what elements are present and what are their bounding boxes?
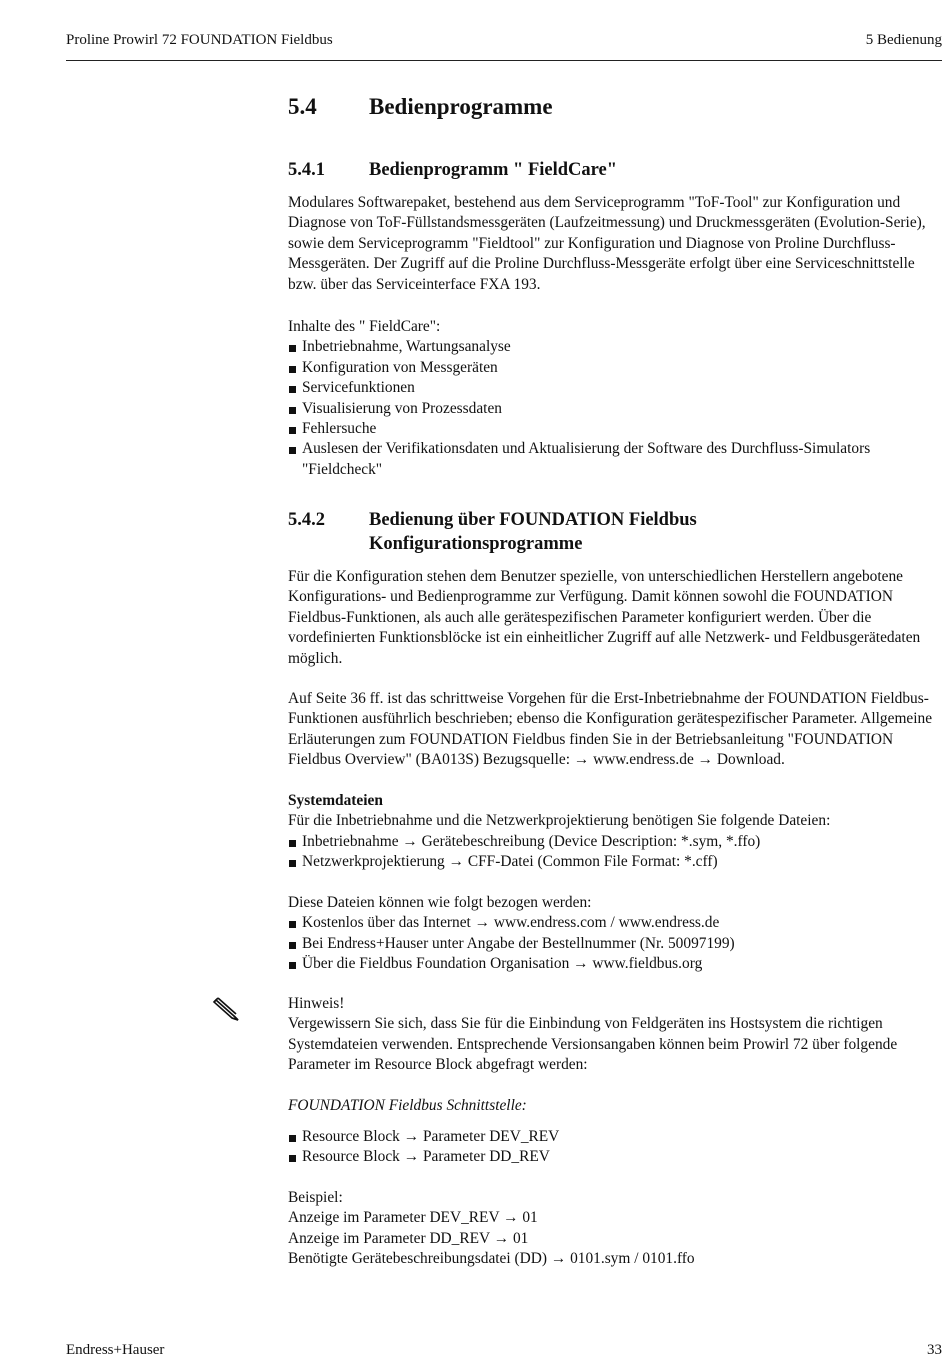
system-files-intro: Für die Inbetriebnahme und die Netzwerkprojektierung benötigen Sie folgende Dateien: <box>288 812 831 830</box>
file-sources-list <box>288 913 942 974</box>
list-item: Auslesen der Verifikationsdaten und Aktualisierung der Software des Durchfluss-Simulators "Fieldcheck" <box>288 439 942 480</box>
example-line: Anzeige im Parameter DEV_REV → 01 <box>288 1209 538 1227</box>
section-number: 5.4 <box>288 94 317 119</box>
note-block <box>288 994 942 1076</box>
section-title: Bedienprogramme <box>369 94 553 119</box>
header-chapter: 5 Bedienung <box>865 32 942 48</box>
list-item: Resource Block → Parameter DEV_REV <box>288 1127 942 1147</box>
note-text: Vergewissern Sie sich, dass Sie für die Einbindung von Feldgeräten ins Hostsystem die richtigen Systemdateien verwenden. Entsprechende Versionsangaben können beim Prowirl 72 über folgende Parameter im Resource Block abgefragt werden: <box>288 1015 898 1074</box>
system-files-list <box>288 832 942 873</box>
example-title: Beispiel: <box>288 1189 343 1206</box>
subsection-title-line-2: Konfigurationsprogramme <box>369 534 583 554</box>
footer-page-number: 33 <box>927 1342 942 1358</box>
list-item: Resource Block → Parameter DD_REV <box>288 1147 942 1167</box>
example-line: Benötigte Gerätebeschreibungsdatei (DD) → 0101.sym / 0101.ffo <box>288 1250 695 1268</box>
header-divider <box>66 60 942 61</box>
example-line: Anzeige im Parameter DD_REV → 01 <box>288 1229 529 1247</box>
interface-label: FOUNDATION Fieldbus Schnittstelle: <box>288 1097 527 1114</box>
footer-brand: Endress+Hauser <box>66 1342 165 1358</box>
list-item: Inbetriebnahme → Gerätebeschreibung (Device Description: *.sym, *.ffo) <box>288 832 942 852</box>
list-item: Fehlersuche <box>288 419 942 439</box>
section-heading <box>288 92 553 122</box>
list-item: Visualisierung von Prozessdaten <box>288 399 942 419</box>
subsection-title: Bedienprogramm " FieldCare" <box>369 160 617 180</box>
subsection-number: 5.4.2 <box>288 510 325 530</box>
list-item: Konfiguration von Messgeräten <box>288 358 942 378</box>
list-item: Netzwerkprojektierung → CFF-Datei (Common File Format: *.cff) <box>288 852 942 872</box>
system-files-title: Systemdateien <box>288 792 383 809</box>
fieldcare-contents <box>288 317 942 480</box>
subsection-title-line-1: Bedienung über FOUNDATION Fieldbus <box>369 510 697 530</box>
list-item: Servicefunktionen <box>288 378 942 398</box>
list-item: Kostenlos über das Internet → www.endress.com / www.endress.de <box>288 913 942 933</box>
list-item: Bei Endress+Hauser unter Angabe der Bestellnummer (Nr. 50097199) <box>288 934 942 954</box>
fieldcare-list <box>288 337 942 480</box>
fieldcare-description: Modulares Softwarepaket, bestehend aus dem Serviceprogramm "ToF-Tool" zur Konfiguration und Diagnose von ToF-Füllstandsmessgeräten (Laufzeitmessung) und Druckmessgeräten (Evolution-Serie), sowie dem Serviceprogramm "Fieldtool" zur Konfiguration und Diagnose von Proline Durchfluss-Messgeräten. Der Zugriff auf die Proline Durchfluss-Messgeräte erfolgt über eine Serviceschnittstelle bzw. über das Serviceinterface FXA 193. <box>288 194 926 293</box>
example-block <box>288 1188 942 1270</box>
note-title: Hinweis! <box>288 995 345 1012</box>
subsection-number: 5.4.1 <box>288 160 325 180</box>
resource-block-list <box>288 1127 942 1168</box>
list-item: Über die Fieldbus Foundation Organisation → www.fieldbus.org <box>288 954 942 974</box>
commissioning-paragraph: Auf Seite 36 ff. ist das schrittweise Vorgehen für die Erst-Inbetriebnahme der FOUNDATION Fieldbus-Funktionen ausführlich beschrieben; ebenso die Konfiguration gerätespezifischer Parameter. Allgemeine Erläuterungen zum FOUNDATION Fieldbus finden Sie in der Betriebsanleitung "FOUNDATION Fieldbus Overview" (BA013S) Bezugsquelle: → www.endress.de → Download. <box>288 690 933 769</box>
system-files-block <box>288 791 942 873</box>
file-sources-block <box>288 893 942 975</box>
configuration-paragraph: Für die Konfiguration stehen dem Benutzer spezielle, von unterschiedlichen Herstellern angebotene Konfigurations- und Bedienprogramme zur Verfügung. Damit können sowohl die FOUNDATION Fieldbus-Funktionen, als auch alle gerätespezifischen Parameter konfiguriert werden. Über die vordefinierten Funktionsblöcke ist ein einheitlicher Zugriff auf alle Netzwerk- und Feldbusgerätedaten möglich. <box>288 568 921 667</box>
fieldcare-list-intro: Inhalte des " FieldCare": <box>288 318 441 335</box>
header-document-title: Proline Prowirl 72 FOUNDATION Fieldbus <box>66 32 333 48</box>
file-sources-intro: Diese Dateien können wie folgt bezogen werden: <box>288 894 592 911</box>
list-item: Inbetriebnahme, Wartungsanalyse <box>288 337 942 357</box>
pencil-icon <box>212 996 242 1028</box>
